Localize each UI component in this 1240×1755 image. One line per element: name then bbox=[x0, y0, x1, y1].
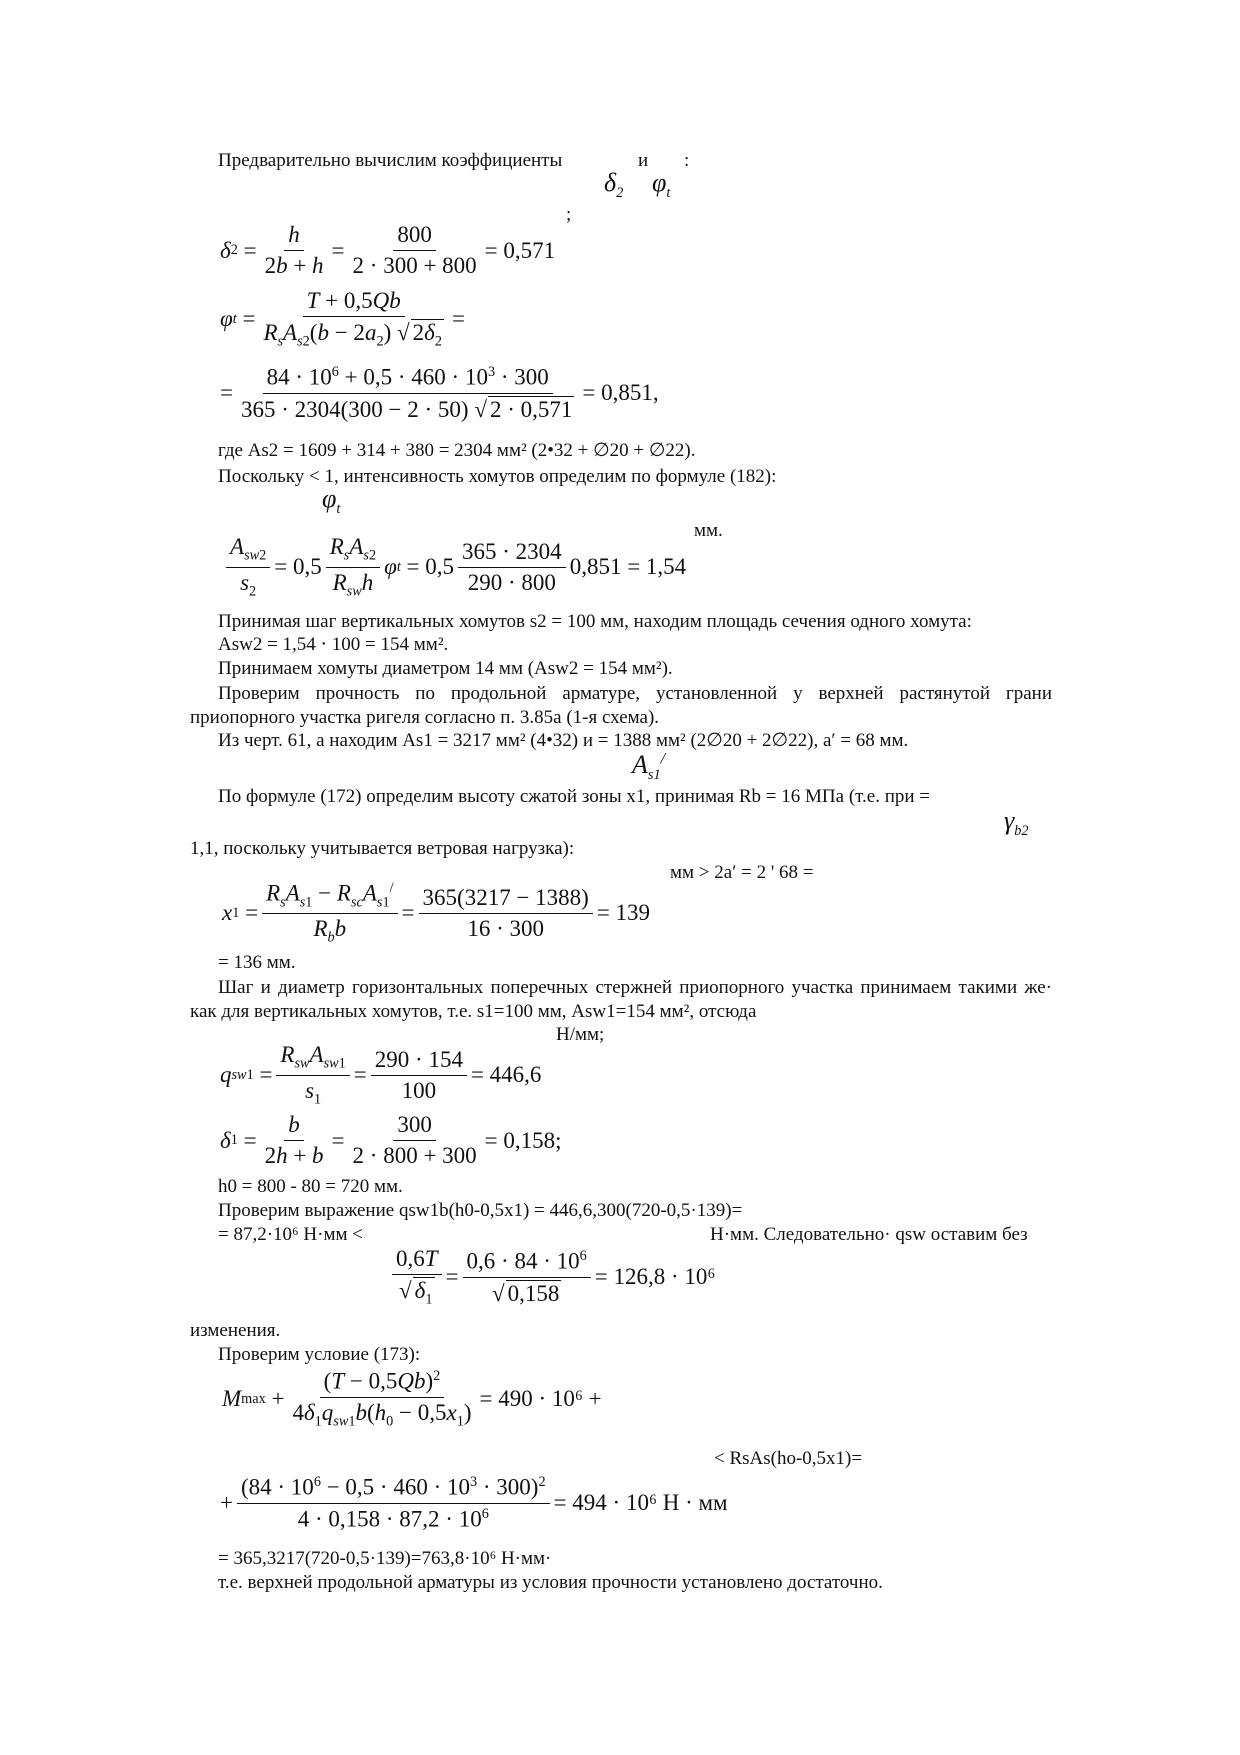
text-136: = 136 мм. bbox=[218, 952, 296, 973]
equation-mmax-numeric: + $\frac{(84 \cdot 10^6 - 0,5 \cdot 460 \cdot 10^3 \cdot 300)^2}{4 \cdot 0,158 \cdot 87,2 \cdot 10^6}$ = 494 · 10⁶ Н · мм bbox=[220, 1474, 728, 1532]
text-fig61: Из черт. 61, а находим As1 = 3217 мм² (4•32) и = 1388 мм² (2∅20 + 2∅22), a′ = 68 мм. bbox=[218, 730, 909, 751]
text-stirrups: Принимаем хомуты диаметром 14 мм (Asw2 = 154 мм²). bbox=[218, 658, 673, 679]
text-87-2: = 87,2·10⁶ Н·мм < bbox=[218, 1224, 363, 1245]
symbol-delta2: $\delta_2$ bbox=[604, 168, 624, 202]
text-763-8: = 365,3217(720-0,5·139)=763,8·10⁶ Н·мм· bbox=[218, 1548, 552, 1569]
equation-06T: 0,6T √ $\delta_1$ = $\frac{0,6 \cdot 84 \cdot 10^6}{√ 0,158}$ = 126,8 · 10⁶ bbox=[388, 1246, 715, 1309]
qsw1-result: = 446,6 bbox=[470, 1062, 542, 1088]
text-expression: Проверим выражение qsw1b(h0-0,5x1) = 446,6,300(720-0,5·139)= bbox=[218, 1200, 743, 1221]
text-wind: 1,1, поскольку учитывается ветровая нагрузка): bbox=[190, 838, 575, 859]
phi-t-result: = 0,851, bbox=[582, 380, 659, 406]
text-therefore: Н·мм. Следовательно· qsw оставим без bbox=[710, 1224, 1028, 1245]
text-since: Поскольку < 1, интенсивность хомутов определим по формуле (182): bbox=[218, 466, 777, 487]
text-formula172: По формуле (172) определим высоту сжатой зоны x1, принимая Rb = 16 МПа (т.е. при = bbox=[218, 786, 931, 807]
equation-asw2: $A_{sw2}$ $s_2$ = 0,5 $R_sA_{s2}$ $R_{sw}h$ φ t = 0,5 365 · 2304 290 · 800 0,851 = 1,54 bbox=[222, 534, 686, 600]
mmax2-result: = 494 · 10⁶ Н · мм bbox=[553, 1490, 728, 1516]
text-conclusion: т.е. верхней продольной арматуры из условия прочности установлено достаточно. bbox=[218, 1572, 883, 1593]
equation-phi-t-numeric: = $\frac{84 \cdot 10^6 + 0,5 \cdot 460 \cdot 10^3 \cdot 300}{365 \cdot 2304(300 - 2 \cdot 50) √ 2 \cdot 0,571}$ = 0,851, bbox=[220, 364, 659, 422]
equation-qsw1: q sw1 = $R_{sw}A_{sw1}$ $s_1$ = $\frac{290 \cdot 154}{100}$ = 446,6 bbox=[220, 1042, 542, 1108]
semicolon: ; bbox=[566, 204, 572, 225]
text-mm: мм. bbox=[694, 520, 723, 541]
text-lt-rs: < RsAs(ho-0,5x1)= bbox=[714, 1448, 863, 1469]
equation-phi-t: φ t = T + 0,5Qb $R_sA_{s2}(b - 2a_2)$ √ $2\delta_2$ = bbox=[220, 288, 465, 350]
equation-x1: x 1 = $R_sA_{s1} - R_{sc}A_{s1}^/$ $R_bb$ = $\frac{365(3217 - 1388)}{16 \cdot 300}$ = 139 bbox=[222, 880, 651, 946]
intro-text: Предварительно вычислим коэффициенты bbox=[218, 150, 563, 171]
text-step-diameter: Шаг и диаметр горизонтальных поперечных стержней приопорного участка принимаем такими же· как для вертикальных хомутов, т.е. s1=100 мм, Asw1=154 мм², отсюда bbox=[190, 977, 1052, 1022]
equation-mmax: M max + $(T - 0,5Qb)^2$ $4\delta_1q_{sw1}b(h_0 - 0,5x_1)$ = 490 · 10⁶ + bbox=[222, 1368, 602, 1430]
equation-delta1: δ 1 = b 2h + b = $\frac{300}{2 \cdot 800 + 300}$ = 0,158; bbox=[220, 1112, 562, 1168]
symbol-phi-t: $\varphi_t$ bbox=[652, 168, 671, 202]
delta2-result: = 0,571 bbox=[484, 237, 556, 263]
mmax-result: = 490 · 10⁶ + bbox=[479, 1386, 602, 1412]
text-step: Принимая шаг вертикальных хомутов s2 = 100 мм, находим площадь сечения одного хомута: bbox=[218, 611, 972, 632]
text-asw2-value: Asw2 = 1,54 ⋅ 100 = 154 мм². bbox=[218, 634, 449, 655]
x1-result: = 139 bbox=[596, 900, 651, 926]
text-check-strength: Проверим прочность по продольной арматуре, установленной у верхней растянутой грани приопорного участка ригеля согласно п. 3.85а (1-я схема). bbox=[190, 683, 1052, 728]
delta1-result: = 0,158; bbox=[484, 1127, 562, 1153]
text-h0: h0 = 800 - 80 = 720 мм. bbox=[218, 1176, 403, 1197]
text-nmm: Н/мм; bbox=[556, 1024, 605, 1045]
symbol-gamma-b2: $\gamma_{b2}$ bbox=[1004, 806, 1029, 840]
text-condition173: Проверим условие (173): bbox=[218, 1344, 421, 1365]
06T-result: = 126,8 · 10⁶ bbox=[594, 1264, 716, 1290]
text-where-As2: где As2 = 1609 + 314 + 380 = 2304 мм² (2•32 + ∅20 + ∅22). bbox=[218, 440, 696, 461]
asw2-result: 0,851 = 1,54 bbox=[569, 554, 687, 580]
equation-delta2: δ 2 = h 2b + h = $\frac{800}{2 \cdot 300 + 800}$ = 0,571 bbox=[220, 222, 556, 278]
text-changes: изменения. bbox=[190, 1320, 281, 1341]
text-mm-gt: мм > 2a′ = 2 ' 68 = bbox=[670, 862, 814, 883]
symbol-phi-t-2: $\varphi_t$ bbox=[322, 484, 341, 518]
symbol-As1-prime: $A_{s1}^/$ bbox=[632, 750, 666, 784]
intro-and: и bbox=[638, 150, 649, 171]
intro-colon: : bbox=[684, 150, 690, 171]
